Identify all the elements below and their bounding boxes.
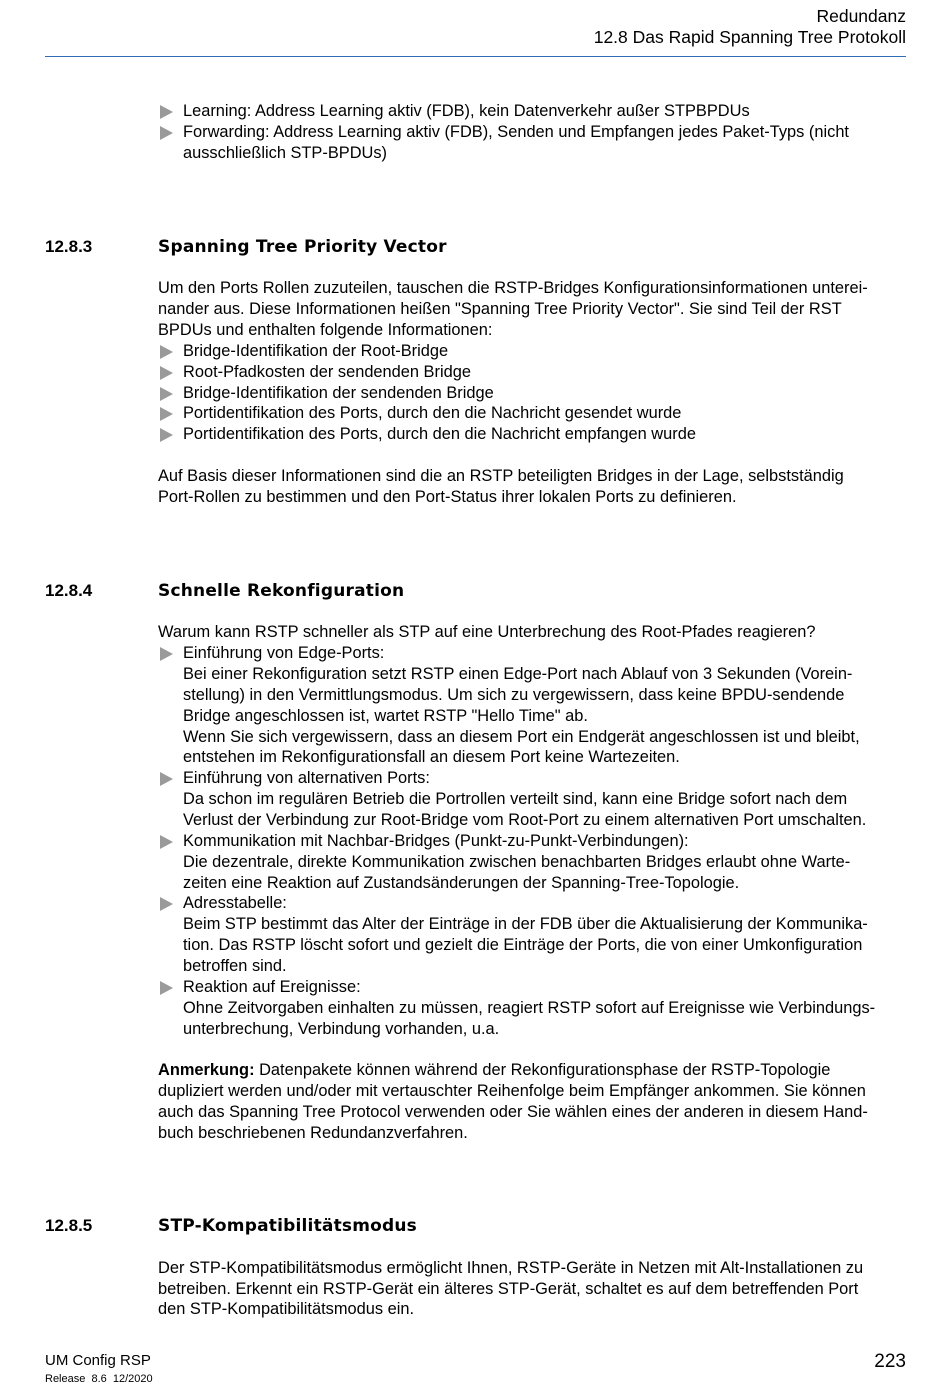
- header-section: 12.8 Das Rapid Spanning Tree Protokoll: [593, 27, 906, 47]
- bullet-triangle-icon: [160, 772, 173, 786]
- list-item-text: Da schon im regulären Betrieb die Portrollen verteilt sind, kann eine Bridge sofort nach dem: [183, 790, 848, 808]
- paragraph-line: Um den Ports Rollen zuzuteilen, tauschen die RSTP-Bridges Konfigurationsinformationen unterei-: [158, 279, 868, 297]
- footer-document-name: UM Config RSP: [45, 1352, 151, 1369]
- paragraph-line: Auf Basis dieser Informationen sind die an RSTP beteiligten Bridges in der Lage, selbstständig: [158, 467, 844, 485]
- bullet-triangle-icon: [160, 366, 173, 380]
- bullet-triangle-icon: [160, 647, 173, 661]
- list-item-text: betroffen sind.: [183, 957, 287, 975]
- section-number: 12.8.5: [45, 1216, 93, 1235]
- paragraph-line: betreiben. Erkennt ein RSTP-Gerät ein älteres STP-Gerät, schaltet es auf dem betreffenden Port: [158, 1280, 859, 1298]
- list-item-text: Bei einer Rekonfiguration setzt RSTP einen Edge-Port nach Ablauf von 3 Sekunden (Vorein-: [183, 665, 853, 683]
- list-item-text: zeiten eine Reaktion auf Zustandsänderungen der Spanning-Tree-Topologie.: [183, 874, 740, 892]
- section-title: Spanning Tree Priority Vector: [158, 237, 447, 257]
- note-label: Anmerkung:: [158, 1061, 255, 1079]
- paragraph-line: Warum kann RSTP schneller als STP auf eine Unterbrechung des Root-Pfades reagieren?: [158, 623, 816, 641]
- list-item-text: Verlust der Verbindung zur Root-Bridge vom Root-Port zu einem alternativen Port umschalten.: [183, 811, 867, 829]
- list-item-text: Wenn Sie sich vergewissern, dass an diesem Port ein Endgerät angeschlossen ist und bleibt,: [183, 728, 860, 746]
- list-item-text: Die dezentrale, direkte Kommunikation zwischen benachbarten Bridges erlaubt ohne Warte-: [183, 853, 851, 871]
- section-number: 12.8.3: [45, 237, 93, 256]
- bullet-triangle-icon: [160, 428, 173, 442]
- section-title: Schnelle Rekonfiguration: [158, 581, 405, 601]
- list-item-text: Bridge angeschlossen ist, wartet RSTP "Hello Time" ab.: [183, 707, 588, 725]
- bullet-triangle-icon: [160, 387, 173, 401]
- bullet-triangle-icon: [160, 126, 173, 140]
- header-chapter: Redundanz: [816, 6, 906, 26]
- list-item-text: entstehen im Rekonfigurationsfall an diesem Port keine Wartezeiten.: [183, 748, 680, 766]
- paragraph-line: nander aus. Diese Informationen heißen "Spanning Tree Priority Vector". Sie sind Teil der RST: [158, 300, 842, 318]
- list-item-text: Beim STP bestimmt das Alter der Einträge in der FDB über die Aktualisierung der Kommunika-: [183, 915, 868, 933]
- bullet-triangle-icon: [160, 345, 173, 359]
- paragraph-line: Der STP-Kompatibilitätsmodus ermöglicht Ihnen, RSTP-Geräte in Netzen mit Alt-Installationen zu: [158, 1259, 864, 1277]
- paragraph-line: auch das Spanning Tree Protocol verwenden oder Sie wählen eines der anderen in diesem Hand-: [158, 1103, 868, 1121]
- paragraph-line: Port-Rollen zu bestimmen und den Port-Status ihrer lokalen Ports zu definieren.: [158, 488, 737, 506]
- paragraph-line: dupliziert werden und/oder mit vertauschter Reihenfolge beim Empfänger ankommen. Sie können: [158, 1082, 866, 1100]
- bullet-triangle-icon: [160, 897, 173, 911]
- section-number: 12.8.4: [45, 581, 93, 600]
- note-first-line: [158, 1060, 830, 1081]
- bullet-triangle-icon: [160, 407, 173, 421]
- paragraph-line: buch beschriebenen Redundanzverfahren.: [158, 1124, 468, 1142]
- list-item-text: tion. Das RSTP löscht sofort und gezielt die Einträge der Ports, die von einer Umkonfiguration: [183, 936, 863, 954]
- footer-release: Release 8.6 12/2020: [45, 1373, 153, 1385]
- header-rule: [45, 56, 906, 57]
- page-number: 223: [874, 1351, 906, 1372]
- paragraph-line: BPDUs und enthalten folgende Informationen:: [158, 321, 493, 339]
- note-text: Datenpakete können während der Rekonfigurationsphase der RSTP-Topologie: [254, 1061, 831, 1079]
- list-item-text: stellung) in den Vermittlungsmodus. Um sich zu vergewissern, dass keine BPDU-sendende: [183, 686, 845, 704]
- list-item-text: unterbrechung, Verbindung vorhanden, u.a.: [183, 1020, 500, 1038]
- section-title: STP-Kompatibilitätsmodus: [158, 1216, 417, 1236]
- paragraph-line: den STP-Kompatibilitätsmodus ein.: [158, 1300, 414, 1318]
- list-item-text: Ohne Zeitvorgaben einhalten zu müssen, reagiert RSTP sofort auf Ereignisse wie Verbindungs-: [183, 999, 876, 1017]
- bullet-triangle-icon: [160, 981, 173, 995]
- list-item-continuation: ausschließlich STP-BPDUs): [183, 144, 388, 162]
- bullet-triangle-icon: [160, 105, 173, 119]
- bullet-triangle-icon: [160, 835, 173, 849]
